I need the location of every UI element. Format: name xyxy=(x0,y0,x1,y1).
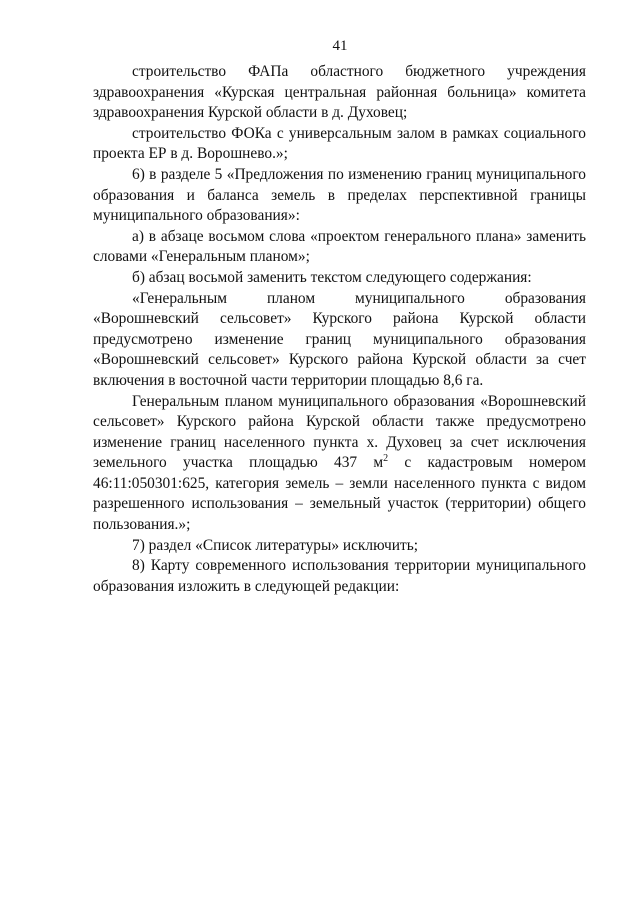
paragraph-section-5: 6) в разделе 5 «Предложения по изменению границ муниципального образования и баланса земель в пределах перспективной границы муниципального образования»: xyxy=(93,165,586,225)
area-text-before: Генеральным планом муниципального образования «Ворошневский сельсовет» Курского района Курской области также предусмотрено изменение границ населенного пункта х. Духовец за счет исключения земельного участка площадью 437 м xyxy=(93,392,586,472)
paragraph-item-a: а) в абзаце восьмом слова «проектом генерального плана» заменить словами «Генеральным планом»; xyxy=(93,227,586,266)
area-superscript: 2 xyxy=(383,453,389,465)
paragraph-item-8: 8) Карту современного использования территории муниципального образования изложить в следующей редакции: xyxy=(93,557,586,595)
area-text-after: с кадастровым номером 46:11:050301:625, категория земель – земли населенного пункта с видом разрешенного использования – земельный участок (территории) общего пользования.»; xyxy=(93,454,587,534)
paragraph-fap-construction: строительство ФАПа областного бюджетного учреждения здравоохранения «Курская центральная районная больница» комитета здравоохранения Курской области в д. Духовец; xyxy=(93,63,586,122)
paragraph-item-7: 7) раздел «Список литературы» исключить; xyxy=(132,536,419,554)
page-number: 41 xyxy=(332,38,348,54)
document-body xyxy=(93,62,586,597)
paragraph-item-b: б) абзац восьмой заменить текстом следующего содержания: xyxy=(132,268,532,286)
paragraph-general-plan-duhovets xyxy=(93,392,586,536)
paragraph-general-plan-municipal: «Генеральным планом муниципального образования «Ворошневский сельсовет» Курского района Курской области предусмотрено изменение границ муниципального образования «Ворошневский сельсовет» Курского района Курской области за счет включения в восточной части территории площадью 8,6 га. xyxy=(93,289,586,389)
paragraph-fok-construction: строительство ФОКа с универсальным залом в рамках социального проекта ЕР в д. Ворошнево.»; xyxy=(93,124,586,163)
